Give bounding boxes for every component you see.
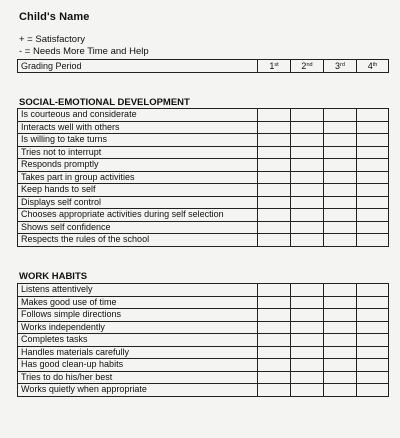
grade-cell-period-4[interactable] xyxy=(357,346,389,359)
table-row xyxy=(18,309,389,322)
grade-cell-period-2[interactable] xyxy=(291,146,324,159)
table-row xyxy=(18,234,389,247)
grade-cell-period-4[interactable] xyxy=(357,146,389,159)
grade-cell-period-3[interactable] xyxy=(324,384,357,397)
section-title-social-emotional: SOCIAL-EMOTIONAL DEVELOPMENT xyxy=(19,97,190,108)
section-title-work-habits: WORK HABITS xyxy=(19,271,88,282)
item-label: Responds promptly xyxy=(18,159,258,172)
table-row xyxy=(18,346,389,359)
grade-cell-period-4[interactable] xyxy=(357,234,389,247)
grade-cell-period-2[interactable] xyxy=(291,384,324,397)
grade-cell-period-4[interactable] xyxy=(357,134,389,147)
item-label: Is willing to take turns xyxy=(18,134,258,147)
grade-cell-period-1[interactable] xyxy=(258,321,291,334)
grade-cell-period-1[interactable] xyxy=(258,134,291,147)
grade-cell-period-3[interactable] xyxy=(324,159,357,172)
item-label: Tries to do his/her best xyxy=(18,371,258,384)
table-row xyxy=(18,209,389,222)
grade-cell-period-2[interactable] xyxy=(291,171,324,184)
grade-cell-period-2[interactable] xyxy=(291,346,324,359)
grade-cell-period-2[interactable] xyxy=(291,109,324,122)
grade-cell-period-2[interactable] xyxy=(291,296,324,309)
grade-cell-period-2[interactable] xyxy=(291,371,324,384)
item-label: Makes good use of time xyxy=(18,296,258,309)
item-label: Takes part in group activities xyxy=(18,171,258,184)
grade-cell-period-2[interactable] xyxy=(291,321,324,334)
work-habits-table xyxy=(17,283,389,397)
grade-cell-period-2[interactable] xyxy=(291,221,324,234)
grade-cell-period-3[interactable] xyxy=(324,221,357,234)
grade-cell-period-1[interactable] xyxy=(258,371,291,384)
grade-cell-period-1[interactable] xyxy=(258,334,291,347)
period-3-header: 3rd xyxy=(324,60,357,73)
grade-cell-period-3[interactable] xyxy=(324,321,357,334)
item-label: Handles materials carefully xyxy=(18,346,258,359)
table-row xyxy=(18,371,389,384)
item-label: Completes tasks xyxy=(18,334,258,347)
grade-cell-period-3[interactable] xyxy=(324,346,357,359)
grade-cell-period-1[interactable] xyxy=(258,296,291,309)
table-row xyxy=(18,196,389,209)
grade-cell-period-4[interactable] xyxy=(357,109,389,122)
grade-cell-period-3[interactable] xyxy=(324,284,357,297)
item-label: Keep hands to self xyxy=(18,184,258,197)
grade-cell-period-3[interactable] xyxy=(324,371,357,384)
grade-cell-period-4[interactable] xyxy=(357,121,389,134)
grade-cell-period-4[interactable] xyxy=(357,371,389,384)
grade-cell-period-1[interactable] xyxy=(258,184,291,197)
grading-period-label: Grading Period xyxy=(18,60,258,73)
item-label: Shows self confidence xyxy=(18,221,258,234)
grade-cell-period-1[interactable] xyxy=(258,159,291,172)
grade-cell-period-2[interactable] xyxy=(291,359,324,372)
grade-cell-period-1[interactable] xyxy=(258,171,291,184)
item-label: Listens attentively xyxy=(18,284,258,297)
grade-cell-period-3[interactable] xyxy=(324,184,357,197)
grade-cell-period-1[interactable] xyxy=(258,309,291,322)
grade-cell-period-3[interactable] xyxy=(324,359,357,372)
period-4-header: 4th xyxy=(357,60,389,73)
grade-cell-period-4[interactable] xyxy=(357,334,389,347)
item-label: Is courteous and considerate xyxy=(18,109,258,122)
grade-cell-period-2[interactable] xyxy=(291,121,324,134)
grade-cell-period-1[interactable] xyxy=(258,209,291,222)
grade-cell-period-3[interactable] xyxy=(324,234,357,247)
grade-cell-period-1[interactable] xyxy=(258,146,291,159)
grade-cell-period-4[interactable] xyxy=(357,209,389,222)
grade-cell-period-2[interactable] xyxy=(291,334,324,347)
period-2-header: 2nd xyxy=(291,60,324,73)
grade-cell-period-4[interactable] xyxy=(357,359,389,372)
table-row xyxy=(18,284,389,297)
grade-cell-period-4[interactable] xyxy=(357,296,389,309)
item-label: Chooses appropriate activities during self selection xyxy=(18,209,258,222)
grade-cell-period-3[interactable] xyxy=(324,334,357,347)
table-row xyxy=(18,384,389,397)
table-row xyxy=(18,359,389,372)
table-row xyxy=(18,146,389,159)
grade-cell-period-4[interactable] xyxy=(357,309,389,322)
grade-cell-period-2[interactable] xyxy=(291,184,324,197)
table-row xyxy=(18,321,389,334)
item-label: Has good clean-up habits xyxy=(18,359,258,372)
social-emotional-table xyxy=(17,108,389,247)
item-label: Tries not to interrupt xyxy=(18,146,258,159)
legend-needs-more-time: - = Needs More Time and Help xyxy=(19,46,149,57)
grade-cell-period-2[interactable] xyxy=(291,309,324,322)
legend-satisfactory: + = Satisfactory xyxy=(19,34,86,45)
grade-cell-period-3[interactable] xyxy=(324,296,357,309)
grade-cell-period-2[interactable] xyxy=(291,196,324,209)
grade-cell-period-2[interactable] xyxy=(291,134,324,147)
grade-cell-period-3[interactable] xyxy=(324,134,357,147)
grading-period-table xyxy=(17,59,389,73)
grade-cell-period-2[interactable] xyxy=(291,159,324,172)
grade-cell-period-1[interactable] xyxy=(258,221,291,234)
grading-period-row xyxy=(18,60,389,73)
grade-cell-period-1[interactable] xyxy=(258,359,291,372)
item-label: Works quietly when appropriate xyxy=(18,384,258,397)
grade-cell-period-4[interactable] xyxy=(357,321,389,334)
grade-cell-period-4[interactable] xyxy=(357,221,389,234)
item-label: Follows simple directions xyxy=(18,309,258,322)
grade-cell-period-1[interactable] xyxy=(258,284,291,297)
item-label: Works independently xyxy=(18,321,258,334)
grade-cell-period-4[interactable] xyxy=(357,184,389,197)
table-row xyxy=(18,134,389,147)
item-label: Displays self control xyxy=(18,196,258,209)
child-name-label: Child's Name xyxy=(19,11,90,23)
grade-cell-period-3[interactable] xyxy=(324,109,357,122)
grade-cell-period-4[interactable] xyxy=(357,384,389,397)
item-label: Respects the rules of the school xyxy=(18,234,258,247)
item-label: Interacts well with others xyxy=(18,121,258,134)
grade-cell-period-1[interactable] xyxy=(258,196,291,209)
grade-cell-period-3[interactable] xyxy=(324,121,357,134)
table-row xyxy=(18,159,389,172)
grade-cell-period-1[interactable] xyxy=(258,234,291,247)
table-row xyxy=(18,334,389,347)
grade-cell-period-4[interactable] xyxy=(357,196,389,209)
grade-cell-period-3[interactable] xyxy=(324,196,357,209)
grade-cell-period-4[interactable] xyxy=(357,171,389,184)
grade-cell-period-3[interactable] xyxy=(324,146,357,159)
table-row xyxy=(18,109,389,122)
grade-cell-period-3[interactable] xyxy=(324,309,357,322)
grade-cell-period-2[interactable] xyxy=(291,284,324,297)
grade-cell-period-2[interactable] xyxy=(291,209,324,222)
grade-cell-period-3[interactable] xyxy=(324,209,357,222)
period-1-header: 1st xyxy=(258,60,291,73)
grade-cell-period-2[interactable] xyxy=(291,234,324,247)
grade-cell-period-1[interactable] xyxy=(258,346,291,359)
table-row xyxy=(18,221,389,234)
table-row xyxy=(18,296,389,309)
grade-cell-period-4[interactable] xyxy=(357,284,389,297)
grade-cell-period-1[interactable] xyxy=(258,109,291,122)
table-row xyxy=(18,171,389,184)
grade-cell-period-3[interactable] xyxy=(324,171,357,184)
grade-cell-period-1[interactable] xyxy=(258,384,291,397)
grade-cell-period-1[interactable] xyxy=(258,121,291,134)
grade-cell-period-4[interactable] xyxy=(357,159,389,172)
table-row xyxy=(18,121,389,134)
table-row xyxy=(18,184,389,197)
